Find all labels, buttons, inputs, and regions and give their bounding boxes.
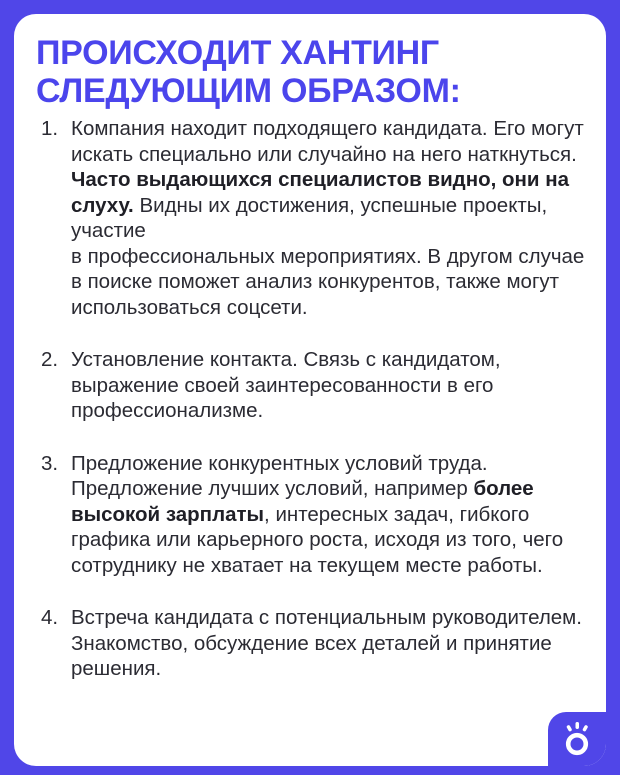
list-item — [41, 116, 596, 320]
item-text — [71, 347, 596, 424]
list-item — [41, 605, 596, 682]
steps-list — [41, 116, 596, 709]
item-number: 2. — [41, 348, 59, 371]
item-text-part: Встреча кандидата с потенциальным руководителем. Знакомство, обсуждение всех деталей и принятие решения. — [71, 606, 582, 680]
item-text-part: Компания находит подходящего кандидата. Его могут искать специально или случайно на него наткнуться. — [71, 117, 584, 166]
item-text — [71, 451, 596, 579]
item-text-part: Предложение конкурентных условий труда. Предложение лучших условий, например — [71, 451, 488, 500]
item-text-part: Установление контакта. Связь с кандидатом, выражение своей заинтересованности в его профессионализме. — [71, 348, 501, 422]
item-bold-text: Часто выдающихся специалистов видно, они на слуху. — [71, 168, 569, 217]
page-title — [36, 34, 461, 110]
item-text-part: , интересных задач, гибкого графика или карьерного роста, исходя из того, чего сотруднику не хватает на текущем месте работы. — [71, 502, 564, 577]
brand-badge — [548, 712, 606, 766]
sparkle-o-logo-icon — [561, 721, 593, 757]
item-number: 1. — [41, 117, 59, 140]
item-number: 3. — [41, 451, 59, 475]
item-number: 4. — [41, 606, 59, 629]
title-line-2: СЛЕДУЮЩИМ ОБРАЗОМ: — [36, 72, 461, 110]
item-bold-text: более высокой зарплаты — [71, 477, 534, 526]
list-item — [41, 451, 596, 579]
content-card — [14, 14, 606, 766]
list-item — [41, 347, 596, 424]
title-line-1: ПРОИСХОДИТ ХАНТИНГ — [36, 34, 439, 72]
item-text-part: в профессиональных мероприятиях. В другом случае в поиске поможет анализ конкурентов, также могут использоваться соцсети. — [71, 244, 585, 319]
item-text — [71, 605, 596, 682]
item-text — [71, 116, 596, 320]
item-text-part: Видны их достижения, успешные проекты, участие — [71, 193, 548, 242]
